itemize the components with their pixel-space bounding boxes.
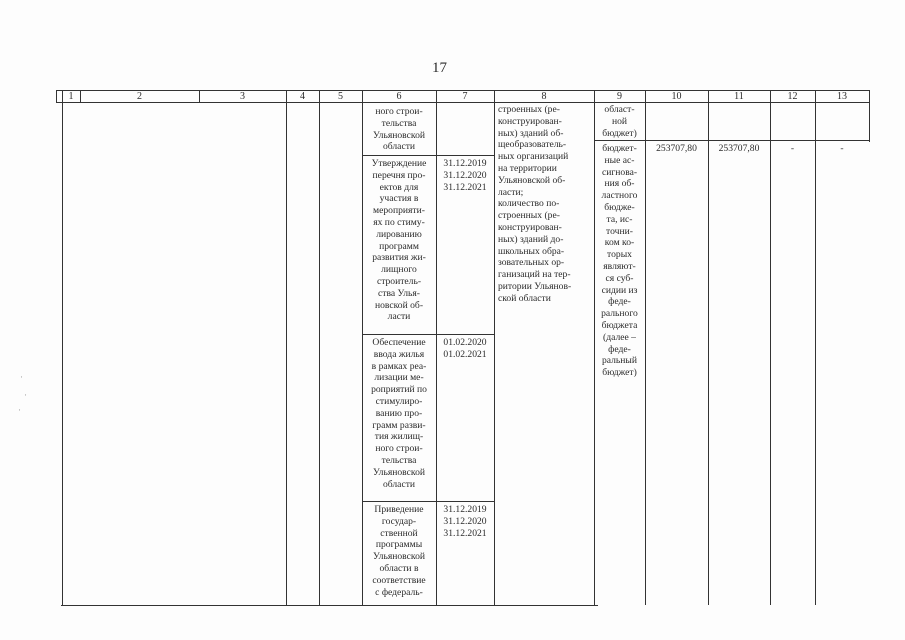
- header-col-6: 6: [396, 91, 402, 102]
- col10-amount: 253707,80: [656, 143, 697, 154]
- col9-funding-source: бюджет- ные ас- сигнова- ния об- ластного бюдже- та, ис- точни- ком ко- торых являют- ся суб- сидии из феде- рального бюджета (далее – феде- ральный бюджет): [601, 143, 638, 379]
- col13-value: -: [840, 143, 844, 154]
- scan-speck: ·: [24, 390, 27, 400]
- col7-dates-approval: 31.12.2019 31.12.2020 31.12.2021: [443, 158, 487, 193]
- col7-dates-housing: 01.02.2020 01.02.2021: [443, 337, 487, 360]
- col-border-13: [815, 90, 816, 605]
- col-border-4: [286, 90, 287, 605]
- header-col-3: 3: [240, 91, 245, 102]
- col6-cell-approval: Утверждение перечня про- ектов для участия в мероприяти- ях по стиму- лированию программ развития жи- лищного строитель- ства Улья- новской об- ласти: [371, 158, 427, 323]
- header-col-4: 4: [300, 91, 305, 102]
- col-border-14: [869, 90, 870, 142]
- header-col-7: 7: [462, 91, 468, 102]
- page-number: 17: [432, 60, 447, 76]
- scan-speck: ·: [18, 405, 21, 415]
- col6-divider-1: [362, 155, 495, 156]
- header-col-1: 1: [68, 91, 74, 102]
- header-bottom-border: [56, 102, 869, 103]
- col11-amount: 253707,80: [718, 143, 760, 154]
- header-col-5: 5: [338, 91, 343, 102]
- col-border-0: [56, 90, 57, 102]
- col6-divider-3: [362, 501, 495, 502]
- col-border-1: [62, 90, 63, 605]
- col12-value: -: [790, 143, 795, 154]
- col-border-12: [770, 90, 771, 605]
- header-col-2: 2: [137, 91, 142, 102]
- col6-cell-continuation: ного строи- тельства Ульяновской области: [372, 106, 426, 153]
- col6-divider-2: [362, 334, 495, 335]
- col6-cell-housing: Обеспечение ввода жилья в рамках реа- лизации ме- роприятий по стимулиро- ванию про- грамм разви- тия жилищ- ного строи- тельства Ульяновской области: [371, 337, 427, 490]
- header-col-13: 13: [837, 91, 847, 102]
- col6-cell-program: Приведение государ- ственной программы Ульяновской области в соответствие с федераль-: [372, 504, 426, 598]
- header-col-8: 8: [541, 91, 547, 102]
- col9-top: област- ной бюджет): [602, 104, 637, 139]
- col9-divider: [594, 140, 869, 141]
- header-col-11: 11: [734, 91, 744, 102]
- header-col-12: 12: [787, 91, 798, 102]
- table-bottom-border: [61, 605, 598, 606]
- col-border-11: [708, 90, 709, 605]
- col-border-8: [494, 90, 495, 605]
- header-col-10: 10: [671, 91, 682, 102]
- col7-dates-program: 31.12.2019 31.12.2020 31.12.2021: [443, 504, 487, 539]
- col-border-10: [645, 90, 646, 605]
- col-border-5: [319, 90, 320, 605]
- col8-indicators: строенных (ре- конструирован- ных) зданий об- щеобразователь- ных организаций на территории Ульяновской об- ласти; количество по- строенных (ре- конструирован- ных) зданий до- школьных обра- зовательных ор- ганизаций на тер- ритории Ульянов- ской области: [498, 104, 572, 304]
- header-col-9: 9: [617, 91, 622, 102]
- scan-speck: ·: [20, 372, 23, 382]
